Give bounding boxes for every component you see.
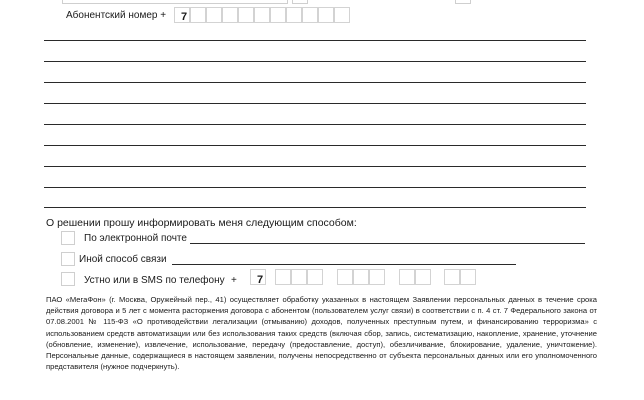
digit-cell[interactable] — [286, 7, 302, 23]
digit-cell[interactable] — [460, 269, 476, 285]
phone-prefix: 7 — [257, 274, 264, 286]
digit-cell[interactable] — [307, 269, 323, 285]
write-line[interactable] — [44, 145, 586, 146]
email-option-label: По электронной почте — [84, 233, 187, 244]
digit-cell[interactable] — [318, 7, 334, 23]
notify-heading: О решении прошу информировать меня следующим способом: — [46, 217, 357, 229]
phone-checkbox[interactable] — [61, 272, 75, 286]
top-cut-checkbox — [292, 0, 308, 4]
digit-cell[interactable] — [270, 7, 286, 23]
digit-cell[interactable] — [174, 7, 190, 23]
other-method-checkbox[interactable] — [61, 252, 75, 266]
digit-cell[interactable] — [206, 7, 222, 23]
subscriber-number-label: Абонентский номер + — [66, 10, 167, 21]
digit-cell[interactable] — [415, 269, 431, 285]
digit-cell[interactable] — [444, 269, 460, 285]
top-cut-checkbox-2 — [455, 0, 471, 4]
write-line[interactable] — [44, 187, 586, 188]
digit-cell[interactable] — [275, 269, 291, 285]
other-method-field[interactable] — [172, 264, 516, 265]
write-line[interactable] — [44, 103, 586, 104]
digit-cell[interactable] — [238, 7, 254, 23]
digit-cell[interactable] — [254, 7, 270, 23]
write-line[interactable] — [44, 40, 586, 41]
digit-cell[interactable] — [302, 7, 318, 23]
subscriber-number-prefix: 7 — [181, 11, 188, 23]
digit-cell[interactable] — [337, 269, 353, 285]
write-line[interactable] — [44, 207, 586, 208]
other-method-label: Иной способ связи — [79, 254, 167, 265]
digit-cell[interactable] — [250, 269, 266, 285]
write-line[interactable] — [44, 61, 586, 62]
digit-cell[interactable] — [369, 269, 385, 285]
digit-cell[interactable] — [291, 269, 307, 285]
write-line[interactable] — [44, 124, 586, 125]
email-checkbox[interactable] — [61, 231, 75, 245]
digit-cell[interactable] — [353, 269, 369, 285]
top-cut-field — [62, 0, 288, 4]
digit-cell[interactable] — [399, 269, 415, 285]
digit-cell[interactable] — [334, 7, 350, 23]
email-field[interactable] — [190, 243, 585, 244]
phone-option-label: Устно или в SMS по телефону — [84, 275, 225, 286]
personal-data-notice: ПАО «МегаФон» (г. Москва, Оружейный пер., 41) осуществляет обработку указанных в настоящем Заявлении персональных данных в течение срока действия договора и 5 лет с момента расторжения договора с абонентом (пользователем услуг связи) в соответствии с п. 4 ст. 7 Федерального закона от 07.08.2001 № 115-ФЗ «О противодействии легализации (отмыванию) доходов, полученных преступным путем, и финансированию терроризма» с использованием средств автоматизации или без использования таких средств (включая сбор, запись, систематизацию, накопление, хранение, уточнение (обновление, изменение), извлечение, использование, передачу (предоставление, доступ), обезличивание, блокирование, удаление, уничтожение). Персональные данные, содержащиеся в настоящем заявлении, получены непосредственно от субъекта персональных данных или его уполномоченного представителя (нужное подчеркнуть). — [46, 295, 597, 372]
phone-plus-sign: + — [231, 275, 237, 286]
write-line[interactable] — [44, 166, 586, 167]
digit-cell[interactable] — [222, 7, 238, 23]
write-line[interactable] — [44, 82, 586, 83]
digit-cell[interactable] — [190, 7, 206, 23]
